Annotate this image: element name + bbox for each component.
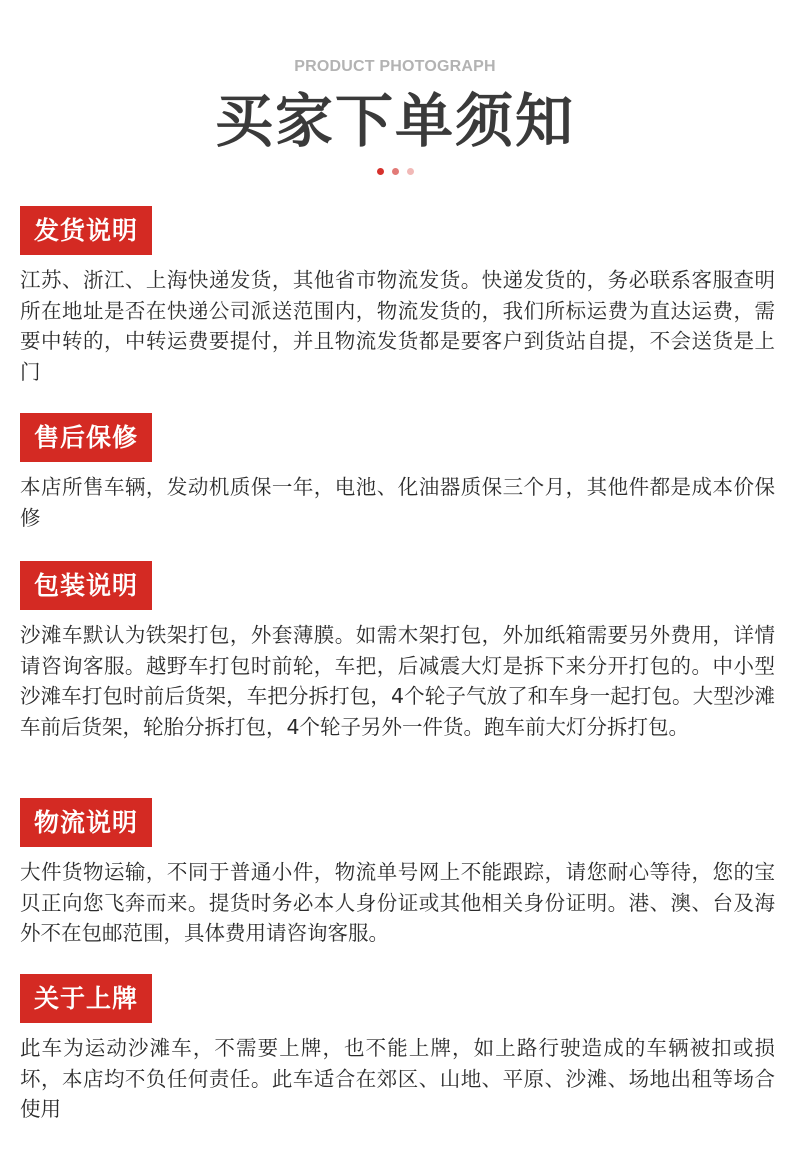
- section-title-packaging: 包装说明: [20, 561, 152, 610]
- section-text-logistics: 大件货物运输，不同于普通小件，物流单号网上不能跟踪，请您耐心等待，您的宝贝正向您飞奔而来。提货时务必本人身份证或其他相关身份证明。港、澳、台及海外不在包邮范围，具体费用请咨询客服。: [20, 860, 775, 945]
- section-registration: [20, 974, 775, 1125]
- section-logistics: [20, 798, 775, 949]
- section-text-shipping: 江苏、浙江、上海快递发货，其他省市物流发货。快递发货的，务必联系客服查明所在地址是否在快递公司派送范围内，物流发货的，我们所标运费为直达运费，需要中转的，中转运费要提付，并且物流发货都是要客户到货站自提，不会送货是上门: [20, 268, 775, 384]
- dot-icon: [392, 168, 399, 175]
- section-text-registration: 此车为运动沙滩车，不需要上牌，也不能上牌，如上路行驶造成的车辆被扣或损坏，本店均不负任何责任。此车适合在郊区、山地、平原、沙滩、场地出租等场合使用: [20, 1036, 775, 1121]
- section-packaging: [20, 561, 775, 742]
- section-text-warranty: 本店所售车辆，发动机质保一年，电池、化油器质保三个月，其他件都是成本价保修: [20, 475, 775, 530]
- page-title: 买家下单须知: [214, 87, 575, 155]
- section-text-packaging: 沙滩车默认为铁架打包，外套薄膜。如需木架打包，外加纸箱需要另外费用，详情请咨询客服。越野车打包时前轮，车把，后减震大灯是拆下来分开打包的。中小型沙滩车打包时前后货架，车把分拆打包，4个轮子气放了和车身一起打包。大型沙滩车前后货架，轮胎分拆打包，4个轮子另外一件货。跑车前大灯分拆打包。: [20, 623, 775, 739]
- dot-icon: [407, 168, 414, 175]
- decorative-dots: [0, 168, 790, 176]
- section-title-shipping: 发货说明: [20, 206, 152, 255]
- section-warranty: [20, 413, 775, 533]
- header-subtitle: PRODUCT PHOTOGRAPH: [294, 58, 496, 75]
- page-header: [0, 0, 790, 190]
- dot-icon: [377, 168, 384, 175]
- section-title-registration: 关于上牌: [20, 974, 152, 1023]
- section-title-warranty: 售后保修: [20, 413, 152, 462]
- section-shipping: [20, 206, 775, 387]
- section-title-logistics: 物流说明: [20, 798, 152, 847]
